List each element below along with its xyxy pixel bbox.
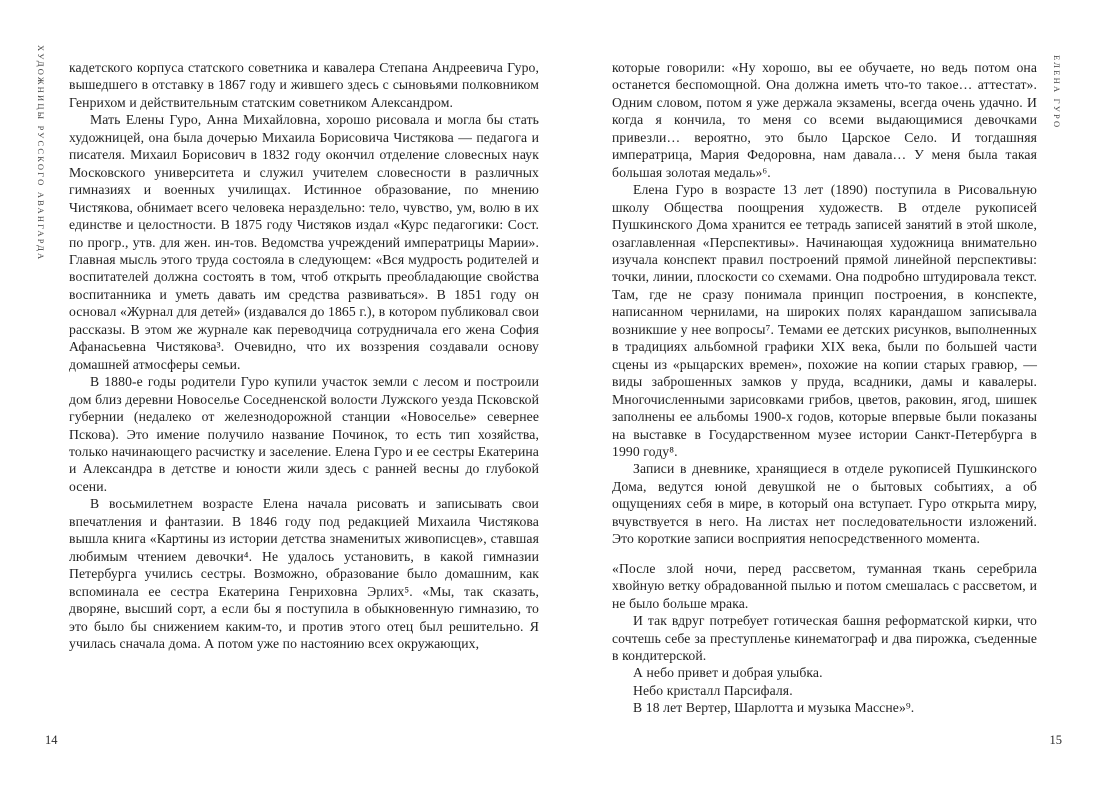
paragraph: Записи в дневнике, хранящиеся в отделе рукописей Пушкинского Дома, ведутся юной девушкой не о бытовых событиях, а об ощущениях себя в мире, в который она вступает. Гуро открыта миру, вчувствуется в него. На листах нет последовательности изложений. Это короткие записи восприятия непосредственного момента. xyxy=(612,461,1037,547)
paragraph: Мать Елены Гуро, Анна Михайловна, хорошо рисовала и могла бы стать художницей, она была дочерью Михаила Борисовича Чистякова — педагога и писателя. Михаил Борисович в 1832 году окончил отделение словесных наук Московского университета и служил учителем словесности в различных гимназиях и военных училищах. Истинное образование, по мнению Чистякова, обнимает всего человека нераздельно: тело, чувство, ум, волю в их единстве и целостности. В 1875 году Чистяков издал «Курс педагогики: Сост. по прогр., утв. для жен. ин-тов. Ведомства учреждений императрицы Марии». Главная мысль этого труда состояла в следующем: «Вся мудрость родителей и воспитателей должна состоять в том, чтоб открыть преобладающие свойства воспитанника и уметь давать им средства развиваться». В 1851 году он основал «Журнал для детей» (издавался до 1865 г.), в котором публиковал свои рассказы. В этом же журнале как переводчица сотрудничала его жена София Афанасьевна Чистякова³. Очевидно, что их воззрения создавали основу домашней атмосферы семьи. xyxy=(69,112,539,372)
paragraph: А небо привет и добрая улыбка. xyxy=(633,665,823,681)
right-page-text-column xyxy=(612,59,1037,717)
paragraph: «После злой ночи, перед рассветом, туманная ткань серебрила хвойную ветку обрадованной пылью и потом смешалась с рассветом, и не было больше мрака. xyxy=(612,560,1037,611)
right-page-number: 15 xyxy=(1049,733,1062,747)
right-margin-running-title: ЕЛЕНА ГУРО xyxy=(1052,55,1062,130)
paragraph: В 1880-е годы родители Гуро купили участок земли с лесом и построили дом близ деревни Новоселье Соседненской волости Лужского уезда Псковской губернии (недалеко от железнодорожной станции «Новоселье» севернее Пскова). Это имение получило название Починок, то есть тип хозяйства, только начинающего расчистку и заселение. Елена Гуро и ее сестры Екатерина и Александра в детстве и юности жили здесь с ранней весны до глубокой осени. xyxy=(69,374,539,494)
paragraph: Небо кристалл Парсифаля. xyxy=(633,682,793,698)
paragraph: кадетского корпуса статского советника и кавалера Степана Андреевича Гуро, вышедшего в отставку в 1867 году и жившего здесь с сыновьями полковником Генрихом и действительным статским советником Александром. xyxy=(69,60,539,110)
paragraph: В 18 лет Вертер, Шарлотта и музыка Массне»⁹. xyxy=(633,700,915,716)
paragraph: которые говорили: «Ну хорошо, вы ее обучаете, но ведь потом она останется беспомощной. Она должна иметь что-то такое… аттестат». Одним словом, потом я уже держала экзамены, всегда очень удачно. И когда я кончила, то меня со всеми выдающимися девочками привезли… вероятно, это было Царское Село. И тогдашняя императрица, Мария Федоровна, нам давала… У меня была такая большая золотая медаль»⁶. xyxy=(612,60,1037,180)
paragraph: В восьмилетнем возрасте Елена начала рисовать и записывать свои впечатления и фантазии. В 1846 году под редакцией Михаила Чистякова вышла книга «Картины из истории детства знаменитых живописцев», ставшая любимым чтением девочки⁴. Не удалось установить, в какой гимназии Петербурга учились сестры. Возможно, образование было домашним, как вспоминала ее сестра Екатерина Генриховна Эрлих⁵. «Мы, так сказать, дворяне, высший сорт, а если бы я поступила в обыкновенную гимназию, то это было бы снижением каким-то, и против этого отец был решительно. Я училась сначала дома. А потом уже по настоянию всех окружающих, xyxy=(69,496,539,651)
left-page-number: 14 xyxy=(45,733,58,747)
paragraph: Елена Гуро в возрасте 13 лет (1890) поступила в Рисовальную школу Общества поощрения художеств. В отделе рукописей Пушкинского Дома хранится ее тетрадь записей занятий в этой школе, озаглавленная «Перспективы». Начинающая художница внимательно изучала конспект правил построений прямой линейной перспективы: точки, линии, плоскости со схемами. Она подробно штудировала текст. Там, где не сразу понимала принцип построения, в конспекте, написанном чернилами, на широких полях карандашом записывала возникшие у нее вопросы⁷. Темами ее детских рисунков, выполненных в традициях альбомной графики XIX века, были по большей части сцены из «рыцарских времен», похожие на копии старых гравюр, — виды заброшенных замков у пруда, всадники, дамы и кавалеры. Многочисленными зарисовками грибов, цветов, раковин, ягод, шишек заполнены ее альбомы 1900-х годов, которые впервые были показаны на выставке в Государственном музее истории Санкт-Петербурга в 1990 году⁸. xyxy=(612,182,1037,459)
paragraph: И так вдруг потребует готическая башня реформатской кирки, что сочтешь себе за преступленье кинематограф и два пирожка, съеденные в кондитерской. xyxy=(612,613,1037,663)
left-page-text-column xyxy=(69,59,539,652)
left-margin-running-title: ХУДОЖНИЦЫ РУССКОГО АВАНГАРДА xyxy=(36,45,46,262)
